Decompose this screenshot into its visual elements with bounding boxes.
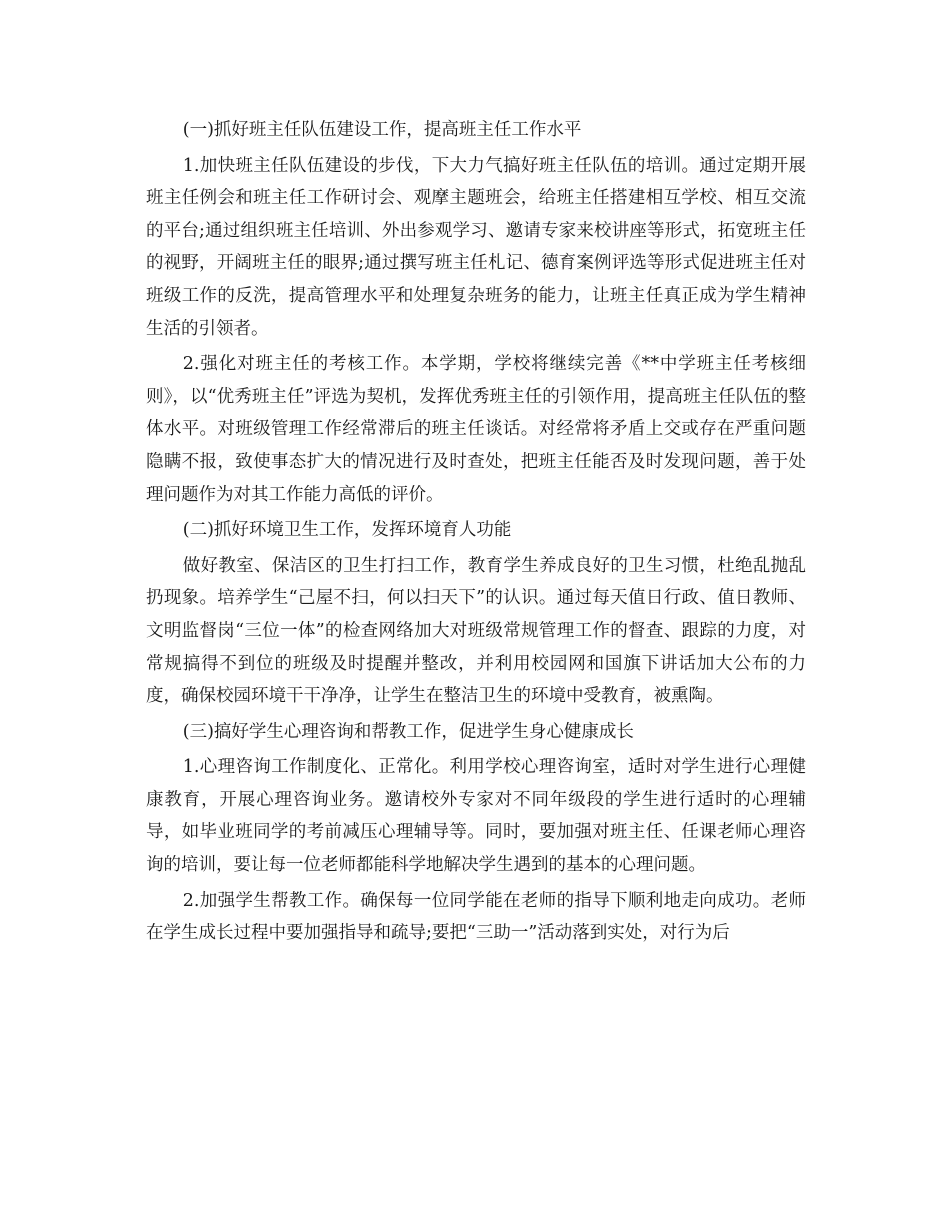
section-heading-1: (一)抓好班主任队伍建设工作，提高班主任工作水平 — [182, 120, 582, 140]
section-heading-2: (二)抓好环境卫生工作，发挥环境育人功能 — [182, 520, 512, 541]
paragraph-1-1: 1.加快班主任队伍建设的步伐，下大力气搞好班主任队伍的培训。通过定期开展班主任例会和班主任工作研讨会、观摩主题班会，给班主任搭建相互学校、相互交流的平台;通过组织班主任培训、外出参观学习、邀请专家来校讲座等形式，拓宽班主任的视野，开阔班主任的眼界;通过撰写班主任札记、德育案例评选等形式促进班主任对班级工作的反洗，提高管理水平和处理复杂班务的能力，让班主任真正成为学生精神生活的引领者。 — [146, 155, 806, 339]
paragraph-2-1: 做好教室、保洁区的卫生打扫工作，教育学生养成良好的卫生习惯，杜绝乱抛乱扔现象。培养学生“己屋不扫，何以扫天下”的认识。通过每天值日行政、值日教师、文明监督岗“三位一体”的检查网络加大对班级常规管理工作的督查、跟踪的力度，对常规搞得不到位的班级及时提醒并整改，并利用校园网和国旗下讲话加大公布的力度，确保校园环境干干净净，让学生在整洁卫生的环境中受教育，被熏陶。 — [146, 555, 806, 707]
document-body — [146, 114, 806, 953]
paragraph-3-1: 1.心理咨询工作制度化、正常化。利用学校心理咨询室，适时对学生进行心理健康教育，开展心理咨询业务。邀请校外专家对不同年级段的学生进行适时的心理辅导，如毕业班同学的考前减压心理辅导等。同时，要加强对班主任、任课老师心理咨询的培训，要让每一位老师都能科学地解决学生遇到的基本的心理问题。 — [146, 757, 806, 876]
paragraph-3-2: 2.加强学生帮教工作。确保每一位同学能在老师的指导下顺利地走向成功。老师在学生成长过程中要加强指导和疏导;要把“三助一”活动落到实处，对行为后 — [146, 890, 806, 944]
paragraph-1-2: 2.强化对班主任的考核工作。本学期，学校将继续完善《**中学班主任考核细则》，以“优秀班主任”评选为契机，发挥优秀班主任的引领作用，提高班主任队伍的整体水平。对班级管理工作经常滞后的班主任谈话。对经常将矛盾上交或存在严重问题隐瞒不报，致使事态扩大的情况进行及时查处，把班主任能否及时发现问题，善于处理问题作为对其工作能力高低的评价。 — [146, 354, 806, 505]
section-heading-3: (三)搞好学生心理咨询和帮教工作，促进学生身心健康成长 — [182, 721, 634, 742]
